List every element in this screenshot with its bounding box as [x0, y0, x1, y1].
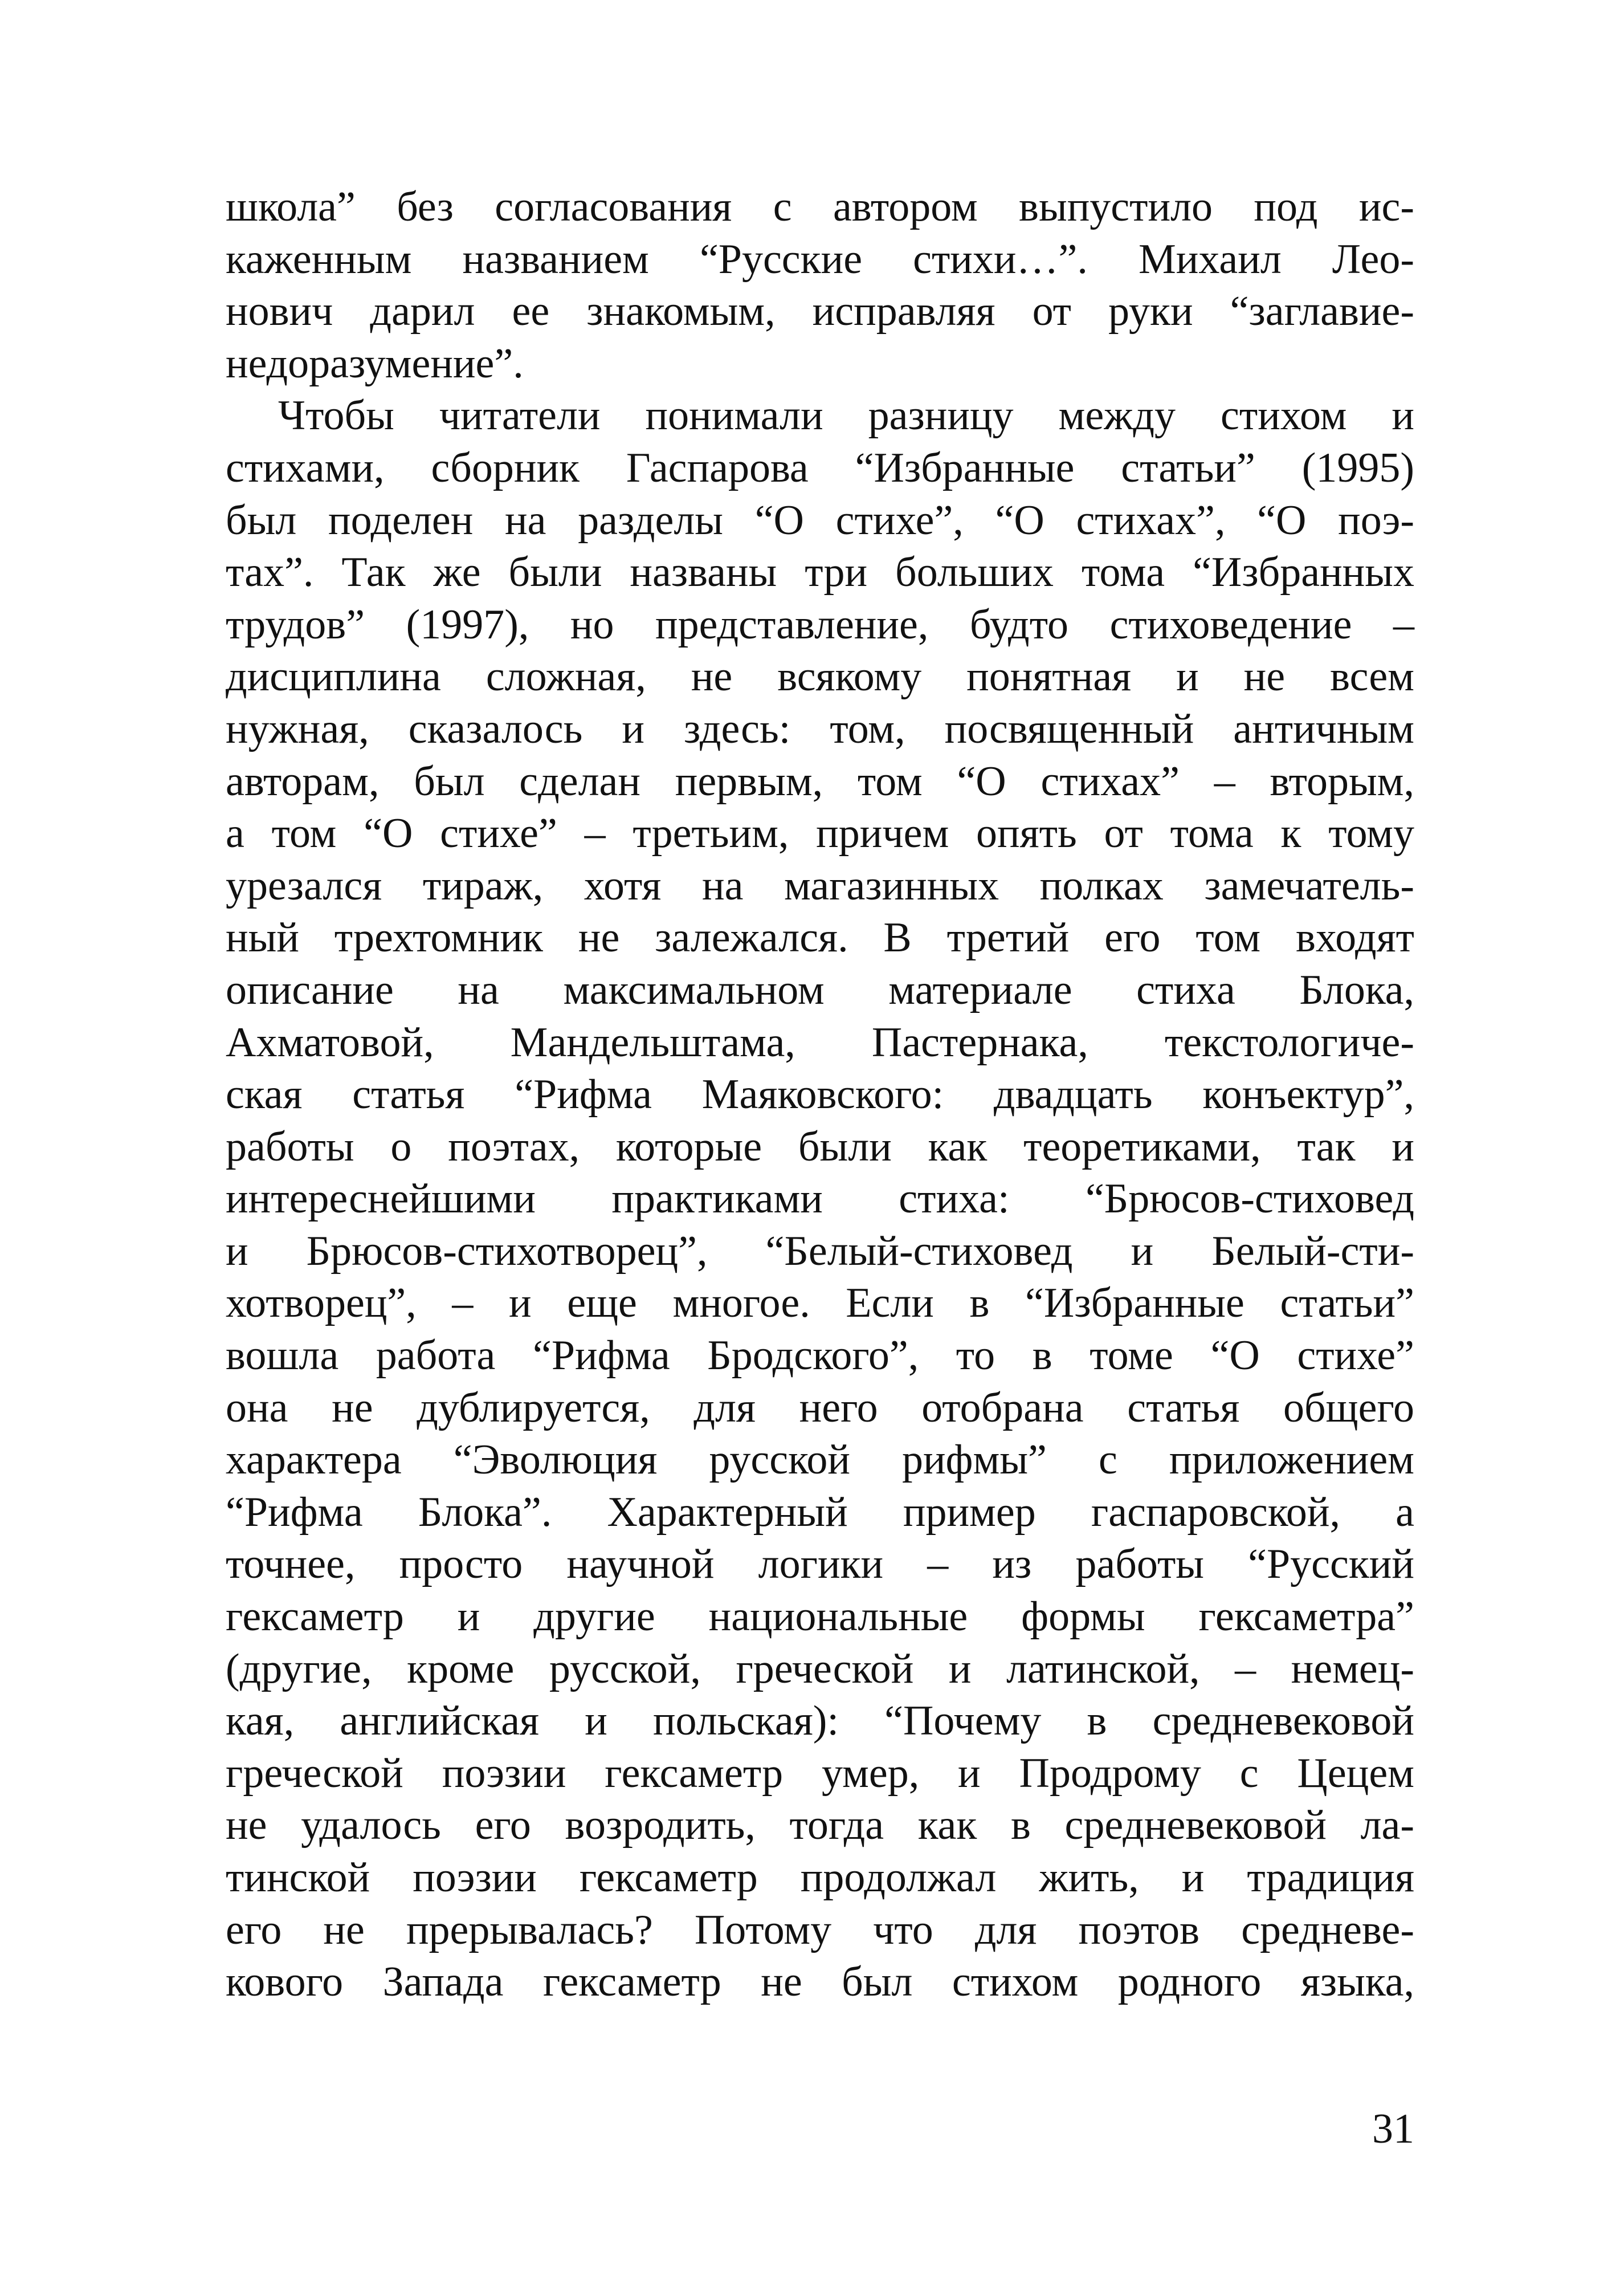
text-line: его не прерывалась? Потому что для поэтов средневе- [226, 1906, 1414, 1953]
text-line: точнее, просто научной логики – из работы “Русский [226, 1541, 1414, 1588]
text-line: “Рифма Блока”. Характерный пример гаспаровской, а [226, 1488, 1414, 1536]
text-line: каженным названием “Русские стихи…”. Михаил Лео- [226, 235, 1414, 283]
text-line [226, 2009, 1414, 2061]
text-line: а том “О стихе” – третьим, причем опять от тома к тому [226, 810, 1414, 857]
text-line: не удалось его возродить, тогда как в средневековой ла- [226, 1802, 1414, 1849]
text-line: кового Запада гексаметр не был стихом родного языка, [226, 1959, 1414, 2006]
text-line: стихами, сборник Гаспарова “Избранные статьи” (1995) [226, 444, 1414, 491]
text-line: трудов” (1997), но представление, будто стиховедение – [226, 601, 1414, 648]
text-line [226, 2061, 1414, 2113]
text-line: работы о поэтах, которые были как теоретиками, так и [226, 1123, 1414, 1170]
text-line: нович дарил ее знакомым, исправляя от руки “заглавие- [226, 288, 1414, 335]
text-line: описание на максимальном материале стиха Блока, [226, 966, 1414, 1013]
text-line: нужная, сказалось и здесь: том, посвященный античным [226, 705, 1414, 752]
text-line: она не дублируется, для него отобрана статья общего [226, 1384, 1414, 1431]
text-line: хотворец”, – и еще многое. Если в “Избранные статьи” [226, 1280, 1414, 1327]
paragraph-1 [226, 181, 1414, 390]
text-line: Чтобы читатели понимали разницу между стихом и [278, 392, 1414, 439]
text-line: кая, английская и польская): “Почему в средневековой [226, 1697, 1414, 1745]
text-line: вошла работа “Рифма Бродского”, то в томе “О стихе” [226, 1332, 1414, 1379]
text-line: тах”. Так же были названы три больших тома “Избранных [226, 549, 1414, 596]
text-line: и Брюсов-стихотворец”, “Белый-стиховед и Белый-сти- [226, 1227, 1414, 1275]
text-line: (другие, кроме русской, греческой и латинской, – немец- [226, 1645, 1414, 1692]
text-line: был поделен на разделы “О стихе”, “О стихах”, “О поэ- [226, 496, 1414, 544]
text-line: дисциплина сложная, не всякому понятная и не всем [226, 653, 1414, 701]
text-line: ская статья “Рифма Маяковского: двадцать конъектур”, [226, 1071, 1414, 1118]
text-line: ный трехтомник не залежался. В третий его том входят [226, 914, 1414, 962]
text-line: урезался тираж, хотя на магазинных полках замечатель- [226, 862, 1414, 909]
text-line: характера “Эволюция русской рифмы” с приложением [226, 1436, 1414, 1484]
text-line: интереснейшими практиками стиха: “Брюсов-стиховед [226, 1175, 1414, 1223]
text-line: авторам, был сделан первым, том “О стихах” – вторым, [226, 758, 1414, 805]
text-line: гексаметр и другие национальные формы гексаметра” [226, 1593, 1414, 1640]
text-line: греческой поэзии гексаметр умер, и Продрому с Цецем [226, 1749, 1414, 1797]
text-line: недоразумение”. [226, 340, 524, 387]
text-line: тинской поэзии гексаметр продолжал жить, и традиция [226, 1854, 1414, 1901]
body-text [226, 181, 1414, 2165]
text-line [226, 2113, 1414, 2165]
page-number: 31 [1372, 2106, 1414, 2152]
text-line: Ахматовой, Мандельштама, Пастернака, текстологиче- [226, 1019, 1414, 1066]
paragraph-2 [226, 390, 1414, 2165]
text-line: школа” без согласования с автором выпустило под ис- [226, 184, 1414, 230]
